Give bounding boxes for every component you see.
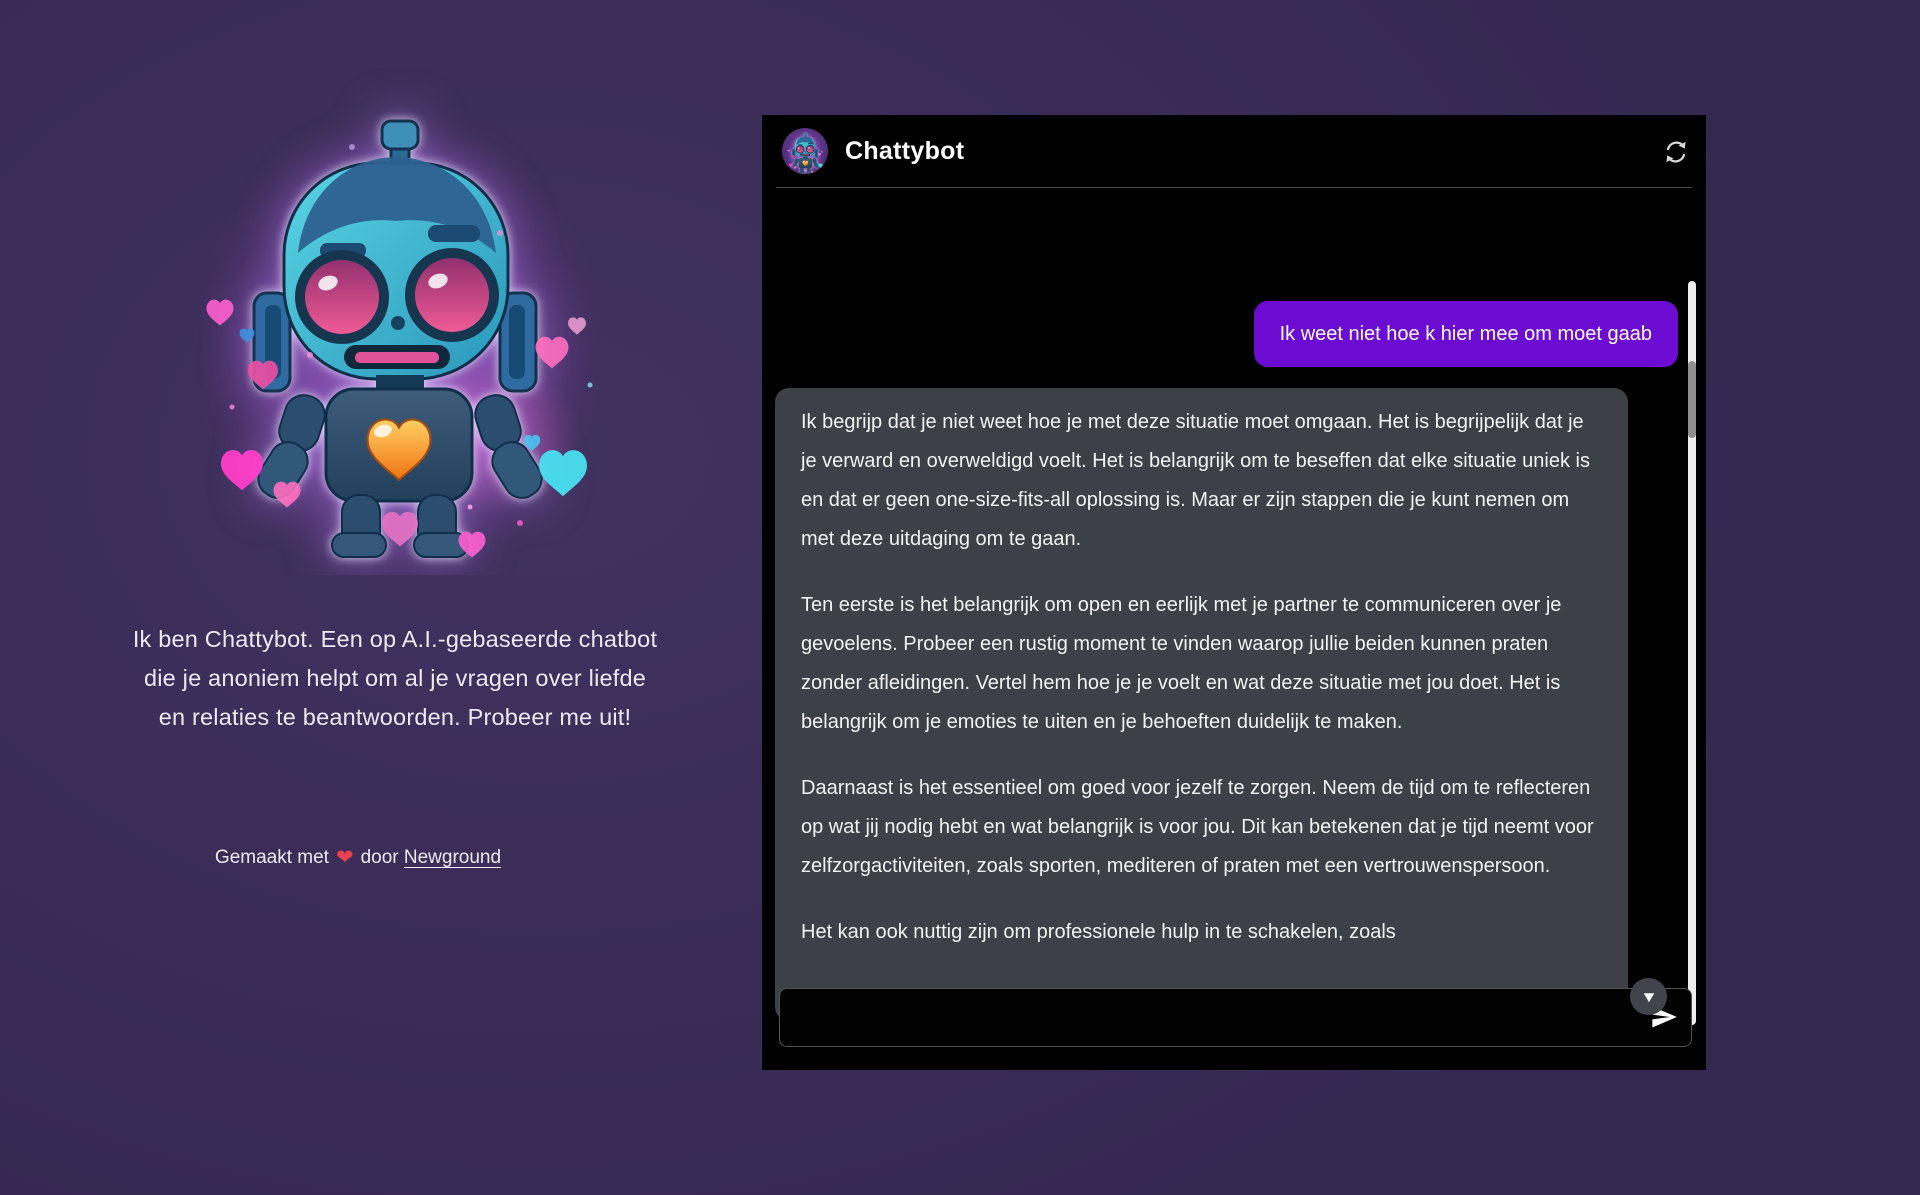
bot-avatar-robot-icon	[784, 128, 826, 174]
refresh-icon	[1662, 138, 1690, 166]
robot-mascot-illustration	[170, 55, 620, 575]
newground-link[interactable]: Newground	[403, 847, 502, 868]
scrollbar[interactable]	[1688, 281, 1696, 1025]
red-heart-icon: ❤	[335, 846, 354, 869]
left-panel	[0, 0, 762, 1195]
message-input[interactable]	[780, 989, 1645, 1046]
chat-panel	[762, 115, 1706, 1070]
credit-middle: door	[360, 847, 399, 868]
bot-avatar	[782, 128, 828, 174]
scrollbar-thumb[interactable]	[1688, 361, 1696, 438]
user-message-text: Ik weet niet hoe k hier mee om moet gaab	[1279, 322, 1652, 345]
user-message-bubble	[1254, 301, 1678, 367]
message-input-container	[779, 988, 1692, 1047]
bot-message-bubble	[775, 388, 1628, 1021]
credit-line	[28, 845, 688, 870]
scroll-to-bottom-button[interactable]	[1630, 978, 1667, 1015]
message-paragraph: Het kan ook nuttig zijn om professionele hulp in te schakelen, zoals	[801, 921, 1396, 943]
chat-header	[762, 115, 1706, 187]
credit-prefix: Gemaakt met	[214, 847, 329, 868]
messages-area	[762, 188, 1706, 988]
description-line: die je anoniem helpt om al je vragen over liefde	[143, 665, 647, 691]
refresh-button[interactable]	[1662, 138, 1690, 166]
message-paragraph: Daarnaast is het essentieel om goed voor jezelf te zorgen. Neem de tijd om te reflecteren op wat jij nodig hebt en wat belangrijk is voor jou. Dit kan betekenen dat je tijd neemt voor zelfzorgactiviteiten, zoals sporten, mediteren of praten met een vertrouwenspersoon.	[801, 777, 1594, 877]
robot-mascot-svg	[170, 55, 620, 575]
scroll-down-icon	[1640, 988, 1658, 1006]
message-paragraph: Ten eerste is het belangrijk om open en eerlijk met je partner te communiceren over je gevoelens. Probeer een rustig moment te vinden waarop jullie beiden kunnen praten zonder afleidingen. Vertel hem hoe je je voelt en wat deze situatie met jou doet. Het is belangrijk om je emoties te uiten en je behoeften duidelijk te maken.	[801, 594, 1562, 733]
chat-title: Chattybot	[845, 136, 965, 165]
description-text	[85, 620, 705, 737]
description-line: Ik ben Chattybot. Een op A.I.-gebaseerde chatbot	[132, 626, 658, 652]
message-paragraph: Ik begrijp dat je niet weet hoe je met deze situatie moet omgaan. Het is begrijpelijk dat je je verward en overweldigd voelt. Het is belangrijk om te beseffen dat elke situatie uniek is en dat er geen one-size-fits-all oplossing is. Maar er zijn stappen die je kunt nemen om met deze uitdaging om te gaan.	[801, 411, 1590, 550]
description-line: en relaties te beantwoorden. Probeer me uit!	[158, 704, 632, 730]
